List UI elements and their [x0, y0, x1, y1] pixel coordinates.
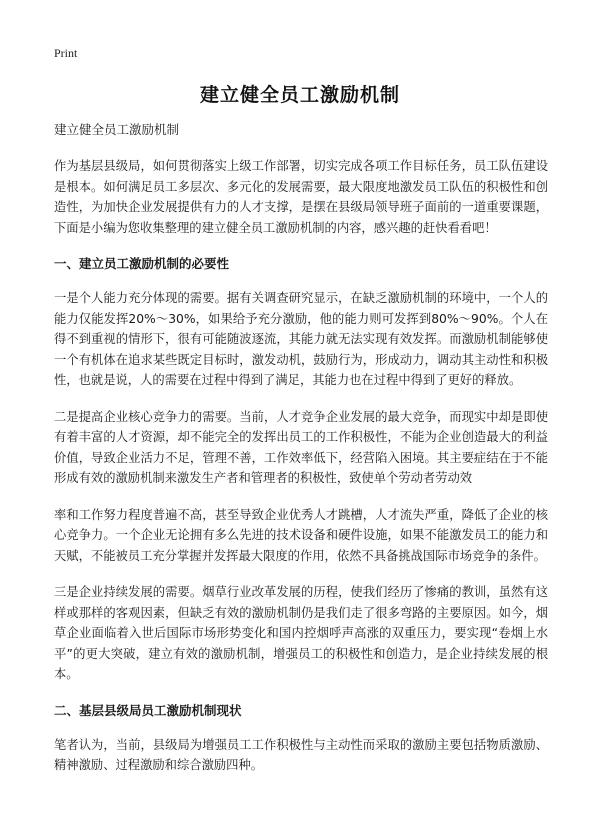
document-subtitle: 建立健全员工激励机制 [54, 122, 180, 137]
paragraph: 二是提高企业核心竞争力的需要。当前，人才竞争企业发展的最大竞争，而现实中却是即使有着丰富的人才资源，却不能完全的发挥出员工的工作积极性，不能为企业创造最大的利益价值，导致企业活力不足，管理不善，工作效率低下，经营陷入困境。其主要症结在于不能形成有效的激励机制来激发生产者和管理者的积极性，致使单个劳动者劳动效 [54, 409, 548, 485]
print-label: Print [54, 46, 78, 60]
section-heading: 二、基层县级局员工激励机制现状 [54, 702, 242, 718]
paragraph: 笔者认为，当前，县级局为增强员工工作积极性与主动性而采取的激励主要包括物质激励、精神激励、过程激励和综合激励四种。 [54, 737, 548, 772]
paragraph: 一是个人能力充分体现的需要。据有关调查研究显示，在缺乏激励机制的环境中，一个人的能力仅能发挥20%～30%，如果给予充分激励，他的能力则可发挥到80%～90%。个人在得不到重视的情形下，很有可能随波逐流，其能力就无法实现有效发挥。而激励机制能够使一个有机体在追求某些既定目标时，激发动机，鼓励行为，形成动力，调动其主动性和积极性，也就是说，人的需要在过程中得到了满足，其能力也在过程中得到了更好的释放。 [54, 291, 548, 387]
paragraph: 三是企业持续发展的需要。烟草行业改革发展的历程，使我们经历了惨痛的教训，虽然有这样或那样的客观因素，但缺乏有效的激励机制仍是我们走了很多弯路的主要原因。如今，烟草企业面临着入世后国际市场形势变化和国内控烟呼声高涨的双重压力，要实现“卷烟上水平”的更大突破，建立有效的激励机制，增强员工的积极性和创造力，是企业持续发展的根本。 [54, 585, 548, 681]
page-title: 建立健全员工激励机制 [199, 84, 400, 106]
paragraph: 率和工作努力程度普遍不高，甚至导致企业优秀人才跳槽，人才流失严重，降低了企业的核心竞争力。一个企业无论拥有多么先进的技术设备和硬件设施，如果不能激发员工的能力和天赋，不能被员工充分掌握并发挥最大限度的作用，依然不具备挑战国际市场竞争的条件。 [54, 507, 548, 563]
intro-paragraph: 作为基层县级局，如何贯彻落实上级工作部署，切实完成各项工作目标任务，员工队伍建设是根本。如何满足员工多层次、多元化的发展需要，最大限度地激发员工队伍的积极性和创造性，为加快企业发展提供有力的人才支撑，是摆在县级局领导班子面前的一道重要课题，下面是小编为您收集整理的建立健全员工激励机制的内容，感兴趣的赶快看看吧！ [54, 159, 548, 235]
document-body [54, 120, 548, 792]
section-heading: 一、建立员工激励机制的必要性 [54, 256, 230, 271]
